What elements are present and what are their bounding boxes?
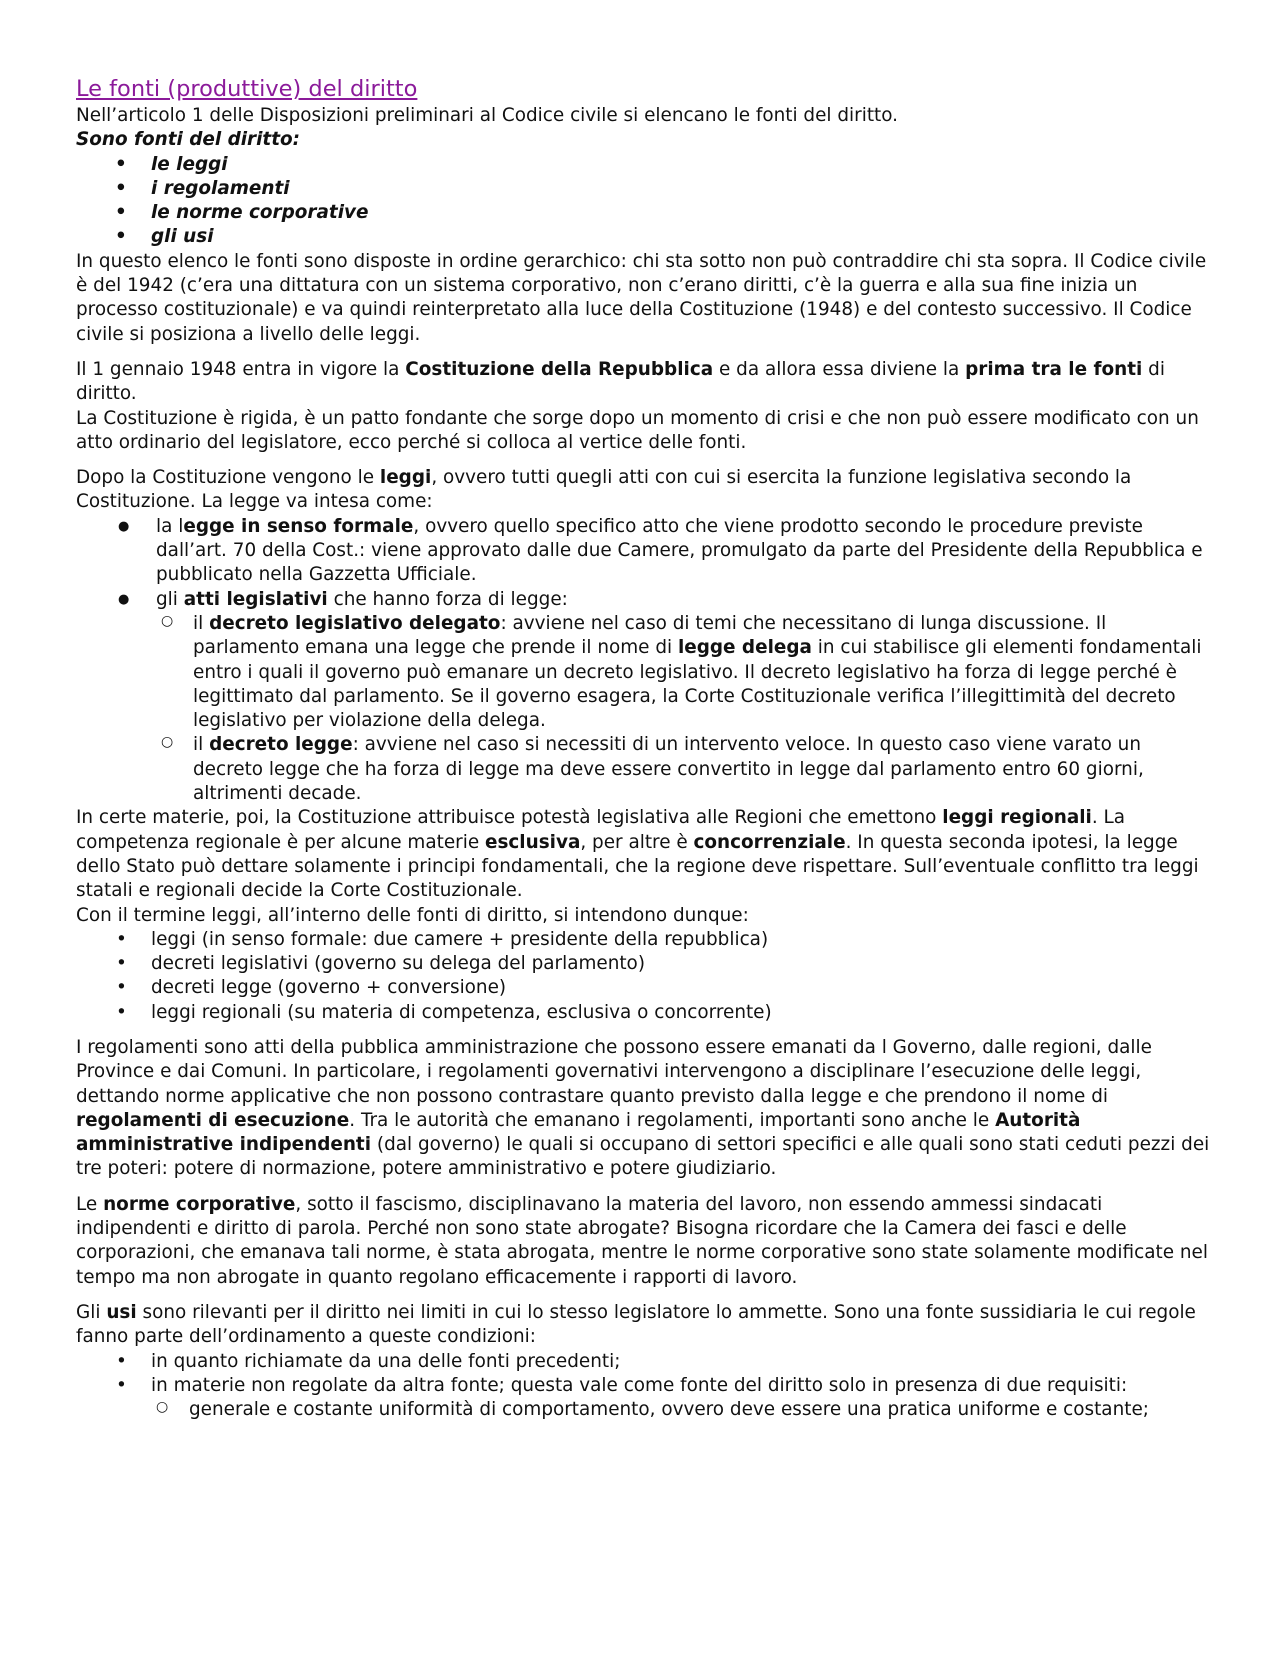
list-item: • leggi regionali (su materia di competenza, esclusiva o concorrente) [76, 1001, 1216, 1025]
list-item: ○ il decreto legislativo delegato: avviene nel caso di temi che necessitano di lunga discussione. Il parlamento emana una legge che prende il nome di legge delega in cui stabilisce gli elementi fondamentali entro i quali il governo può emanare un decreto legislativo. Il decreto legislativo ha forza di legge perché è legittimato dal parlamento. Se il governo esagera, la Corte Costituzionale verifica l’illegittimità del decreto legislativo per violazione della delega. [76, 612, 1216, 733]
list-item: • in materie non regolate da altra fonte; questa vale come fonte del diritto solo in presenza di due requisiti: [76, 1374, 1216, 1398]
sources-heading: Sono fonti del diritto: [76, 129, 300, 151]
usi-conditions-list [76, 1350, 1216, 1399]
document-body [76, 74, 1216, 1422]
corporative-paragraph: Le norme corporative, sotto il fascismo, disciplinavano la materia del lavoro, non essendo ammessi sindacati indipendenti e diritto di parola. Perché non sono state abrogate? Bisogna ricordare che la Camera dei fasci e delle corporazioni, che emanava tali norme, è stata abrogata, mentre le norme corporative sono state solamente modificate nel tempo ma non abrogate in quanto regolano efficacemente i rapporti di lavoro. [76, 1193, 1208, 1288]
page-title: Le fonti (produttive) del diritto [76, 76, 418, 102]
list-item: • i regolamenti [76, 177, 1216, 201]
usi-requirements-list [76, 1398, 1216, 1422]
list-item: ● la legge in senso formale, ovvero quello specifico atto che viene prodotto secondo le procedure previste dall’art. 70 della Cost.: viene approvato dalle due Camere, promulgato da parte del Presidente della Repubblica e pubblicato nella Gazzetta Ufficiale. [76, 515, 1216, 588]
list-item: ○ il decreto legge: avviene nel caso si necessiti di un intervento veloce. In questo caso viene varato un decreto legge che ha forza di legge ma deve essere convertito in legge dal parlamento entro 60 giorni, altrimenti decade. [76, 733, 1216, 806]
legislative-acts-list [76, 612, 1216, 806]
list-item: • in quanto richiamate da una delle fonti precedenti; [76, 1350, 1216, 1374]
usi-paragraph: Gli usi sono rilevanti per il diritto nei limiti in cui lo stesso legislatore lo ammette. Sono una fonte sussidiaria le cui regole fanno parte dell’ordinamento a queste condizioni: [76, 1301, 1196, 1348]
hierarchy-paragraph: In questo elenco le fonti sono disposte in ordine gerarchico: chi sta sotto non può contraddire chi sta sopra. Il Codice civile è del 1942 (c’era una dittatura con un sistema corporativo, non c’erano diritti, c’è la guerra e alla sua fine inizia un processo costituzionale) e va quindi reinterpretato alla luce della Costituzione (1948) e del contesto successivo. Il Codice civile si posiziona a livello delle leggi. [76, 250, 1207, 345]
laws-paragraph: Dopo la Costituzione vengono le leggi, ovvero tutti quegli atti con cui si esercita la funzione legislativa secondo la Costituzione. La legge va intesa come: [76, 467, 1132, 513]
list-item: ○ generale e costante uniformità di comportamento, ovvero deve essere una pratica uniforme e costante; [76, 1398, 1216, 1422]
list-item: • le leggi [76, 153, 1216, 177]
regulations-paragraph: I regolamenti sono atti della pubblica amministrazione che possono essere emanati da l Governo, dalle regioni, dalle Province e dai Comuni. In particolare, i regolamenti governativi intervengono a disciplinare l’esecuzione delle leggi, dettando norme applicative che non possono contrastare quanto previsto dalla legge e che prendono il nome di regolamenti di esecuzione. Tra le autorità che emanano i regolamenti, importanti sono anche le Autorità amministrative indipendenti (dal governo) le quali si occupano di settori specifici e alle quali sono stati ceduti pezzi dei tre poteri: potere di normazione, potere amministrativo e potere giudiziario. [76, 1036, 1210, 1180]
list-item: • gli usi [76, 225, 1216, 249]
list-item: • decreti legislativi (governo su delega del parlamento) [76, 952, 1216, 976]
laws-summary-list [76, 928, 1216, 1025]
law-types-list [76, 515, 1216, 612]
list-item: • leggi (in senso formale: due camere + presidente della repubblica) [76, 928, 1216, 952]
regional-paragraph: In certe materie, poi, la Costituzione attribuisce potestà legislativa alle Regioni che emettono leggi regionali. La competenza regionale è per alcune materie esclusiva, per altre è concorrenziale. In questa seconda ipotesi, la legge dello Stato può dettare solamente i principi fondamentali, che la regione deve rispettare. Sull’eventuale conflitto tra leggi statali e regionali decide la Corte Costituzionale. [76, 807, 1199, 902]
list-item: • decreti legge (governo + conversione) [76, 976, 1216, 1000]
constitution-paragraph: Il 1 gennaio 1948 entra in vigore la Costituzione della Repubblica e da allora essa diviene la prima tra le fonti di diritto. [76, 358, 1165, 405]
sources-list [76, 153, 1216, 250]
laws-summary-intro: Con il termine leggi, all’interno delle fonti di diritto, si intendono dunque: [76, 904, 749, 926]
list-item: ● gli atti legislativi che hanno forza di legge: [76, 588, 1216, 612]
rigid-constitution-paragraph: La Costituzione è rigida, è un patto fondante che sorge dopo un momento di crisi e che non può essere modificato con un atto ordinario del legislatore, ecco perché si colloca al vertice delle fonti. [76, 407, 1199, 453]
list-item: • le norme corporative [76, 201, 1216, 225]
intro-paragraph: Nell’articolo 1 delle Disposizioni preliminari al Codice civile si elencano le fonti del diritto. [76, 105, 899, 126]
